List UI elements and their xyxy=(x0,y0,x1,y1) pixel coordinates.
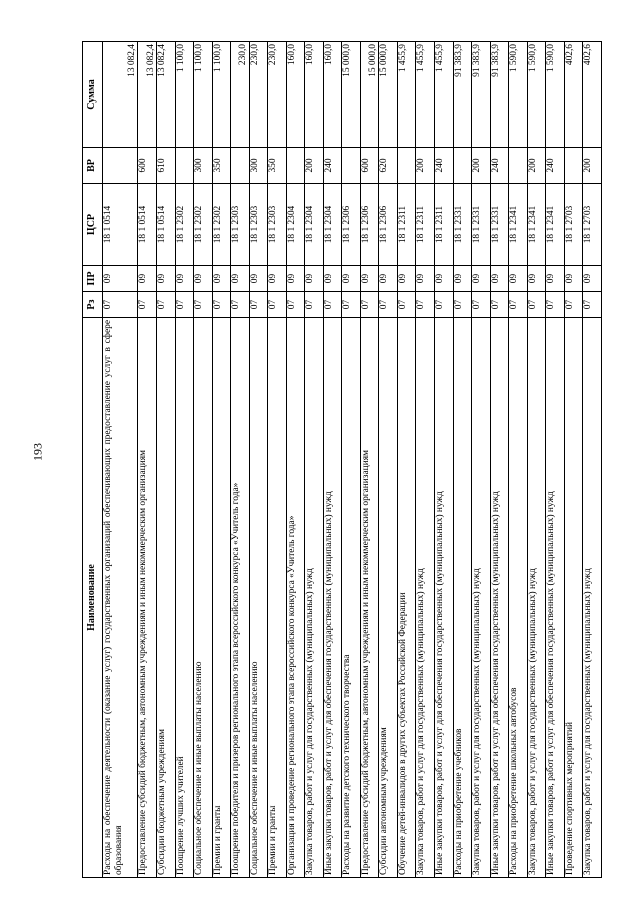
row-rz: 07 xyxy=(103,292,138,318)
row-csr: 18 1 2302 xyxy=(175,184,194,266)
table-body xyxy=(103,42,602,878)
row-pr: 09 xyxy=(434,266,453,292)
row-name: Закупка товаров, работ и услуг для государственных (муниципальных) нужд xyxy=(527,318,546,878)
row-rz: 07 xyxy=(249,292,268,318)
row-sum: 15 000,0 xyxy=(342,42,361,148)
row-vr: 350 xyxy=(212,148,231,184)
table-row xyxy=(103,42,138,878)
row-pr: 09 xyxy=(546,266,565,292)
row-vr: 350 xyxy=(268,148,287,184)
row-vr xyxy=(453,148,472,184)
row-rz: 07 xyxy=(157,292,176,318)
row-csr: 18 1 2703 xyxy=(583,184,602,266)
row-pr: 09 xyxy=(286,266,305,292)
table-row xyxy=(546,42,565,878)
row-rz: 07 xyxy=(583,292,602,318)
row-pr: 09 xyxy=(249,266,268,292)
row-vr: 200 xyxy=(527,148,546,184)
table-row xyxy=(286,42,305,878)
row-pr: 09 xyxy=(416,266,435,292)
row-name: Поощрение лучших учителей xyxy=(175,318,194,878)
header-csr: ЦСР xyxy=(83,184,103,266)
row-name: Организация и проведение регионального этапа всероссийского конкурса «Учитель года» xyxy=(286,318,305,878)
row-rz: 07 xyxy=(472,292,491,318)
row-sum: 230,0 xyxy=(231,42,250,148)
row-rz: 07 xyxy=(138,292,157,318)
table-row xyxy=(212,42,231,878)
row-pr: 09 xyxy=(194,266,213,292)
row-rz: 07 xyxy=(453,292,472,318)
row-csr: 18 1 2311 xyxy=(397,184,416,266)
row-vr xyxy=(397,148,416,184)
row-rz: 07 xyxy=(212,292,231,318)
row-rz: 07 xyxy=(564,292,583,318)
row-sum: 1 100,0 xyxy=(194,42,213,148)
row-rz: 07 xyxy=(194,292,213,318)
table-row xyxy=(157,42,176,878)
budget-table xyxy=(82,41,602,878)
row-vr xyxy=(509,148,528,184)
row-pr: 09 xyxy=(138,266,157,292)
row-name: Расходы на обеспечение деятельности (оказание услуг) государственных организаций обеспечивающих предоставление услуг в сфере образования xyxy=(103,318,138,878)
row-csr: 18 1 2703 xyxy=(564,184,583,266)
row-csr: 18 1 2303 xyxy=(268,184,287,266)
row-name: Иные закупки товаров, работ и услуг для обеспечения государственных (муниципальных) нужд xyxy=(434,318,453,878)
table-row xyxy=(472,42,491,878)
row-vr xyxy=(103,148,138,184)
row-csr: 18 1 2331 xyxy=(472,184,491,266)
row-sum: 13 082,4 xyxy=(103,42,138,148)
row-sum: 402,6 xyxy=(564,42,583,148)
row-sum: 160,0 xyxy=(305,42,324,148)
row-name: Закупка товаров, работ и услуг для государственных (муниципальных) нужд xyxy=(583,318,602,878)
row-pr: 09 xyxy=(103,266,138,292)
row-csr: 18 1 2341 xyxy=(546,184,565,266)
row-pr: 09 xyxy=(583,266,602,292)
row-name: Закупка товаров, работ и услуг для государственных (муниципальных) нужд xyxy=(305,318,324,878)
page-number: 193 xyxy=(30,443,45,461)
row-rz: 07 xyxy=(416,292,435,318)
row-vr xyxy=(342,148,361,184)
row-name: Иные закупки товаров, работ и услуг для обеспечения государственных (муниципальных) нужд xyxy=(490,318,509,878)
table-row xyxy=(453,42,472,878)
row-sum: 13 082,4 xyxy=(138,42,157,148)
table-header-row xyxy=(83,42,103,878)
row-csr: 18 1 2311 xyxy=(434,184,453,266)
row-csr: 18 1 2304 xyxy=(305,184,324,266)
row-vr: 240 xyxy=(323,148,342,184)
table-row xyxy=(249,42,268,878)
row-sum: 15 000,0 xyxy=(360,42,379,148)
row-sum: 1 455,9 xyxy=(416,42,435,148)
row-vr: 300 xyxy=(249,148,268,184)
row-pr: 09 xyxy=(175,266,194,292)
row-pr: 09 xyxy=(472,266,491,292)
row-csr: 18 1 2331 xyxy=(453,184,472,266)
table-row xyxy=(342,42,361,878)
table-row xyxy=(231,42,250,878)
row-pr: 09 xyxy=(397,266,416,292)
row-rz: 07 xyxy=(397,292,416,318)
row-vr xyxy=(564,148,583,184)
row-rz: 07 xyxy=(231,292,250,318)
row-csr: 18 1 2306 xyxy=(379,184,398,266)
table-row xyxy=(564,42,583,878)
row-csr: 18 1 0514 xyxy=(138,184,157,266)
row-name: Иные закупки товаров, работ и услуг для обеспечения государственных (муниципальных) нужд xyxy=(323,318,342,878)
row-vr: 300 xyxy=(194,148,213,184)
row-vr: 600 xyxy=(360,148,379,184)
row-name: Расходы на приобретение учебников xyxy=(453,318,472,878)
row-name: Расходы на приобретение школьных автобусов xyxy=(509,318,528,878)
row-sum: 1 455,9 xyxy=(434,42,453,148)
row-name: Премии и гранты xyxy=(268,318,287,878)
row-pr: 09 xyxy=(342,266,361,292)
row-sum: 91 383,9 xyxy=(490,42,509,148)
row-vr: 200 xyxy=(583,148,602,184)
row-vr: 610 xyxy=(157,148,176,184)
row-rz: 07 xyxy=(323,292,342,318)
row-sum: 1 590,0 xyxy=(546,42,565,148)
row-vr xyxy=(286,148,305,184)
row-name: Субсидии автономным учреждениям xyxy=(379,318,398,878)
row-pr: 09 xyxy=(268,266,287,292)
row-csr: 18 1 2306 xyxy=(360,184,379,266)
row-vr: 240 xyxy=(434,148,453,184)
table-row xyxy=(360,42,379,878)
table-row xyxy=(527,42,546,878)
row-sum: 91 383,9 xyxy=(472,42,491,148)
row-rz: 07 xyxy=(434,292,453,318)
row-pr: 09 xyxy=(305,266,324,292)
row-csr: 18 1 0514 xyxy=(157,184,176,266)
row-vr: 200 xyxy=(472,148,491,184)
row-rz: 07 xyxy=(490,292,509,318)
row-csr: 18 1 2302 xyxy=(212,184,231,266)
header-vr: ВР xyxy=(83,148,103,184)
header-sum: Сумма xyxy=(83,42,103,148)
row-vr: 620 xyxy=(379,148,398,184)
row-sum: 402,6 xyxy=(583,42,602,148)
row-pr: 09 xyxy=(509,266,528,292)
table-row xyxy=(583,42,602,878)
row-csr: 18 1 2302 xyxy=(194,184,213,266)
table-row xyxy=(323,42,342,878)
table-row xyxy=(434,42,453,878)
row-rz: 07 xyxy=(509,292,528,318)
row-pr: 09 xyxy=(360,266,379,292)
row-sum: 230,0 xyxy=(268,42,287,148)
row-sum: 1 100,0 xyxy=(212,42,231,148)
row-csr: 18 1 2331 xyxy=(490,184,509,266)
row-name: Премии и гранты xyxy=(212,318,231,878)
row-rz: 07 xyxy=(360,292,379,318)
row-csr: 18 1 2311 xyxy=(416,184,435,266)
row-name: Поощрение победителя и призеров регионального этапа всероссийского конкурса «Учитель года» xyxy=(231,318,250,878)
row-vr xyxy=(175,148,194,184)
row-sum: 1 590,0 xyxy=(527,42,546,148)
row-vr: 600 xyxy=(138,148,157,184)
row-csr: 18 1 0514 xyxy=(103,184,138,266)
row-rz: 07 xyxy=(379,292,398,318)
row-name: Предоставление субсидий бюджетным, автономным учреждениям и иным некоммерческим организациям xyxy=(138,318,157,878)
table-row xyxy=(490,42,509,878)
row-sum: 160,0 xyxy=(286,42,305,148)
table-row xyxy=(397,42,416,878)
row-rz: 07 xyxy=(342,292,361,318)
row-pr: 09 xyxy=(157,266,176,292)
table-row xyxy=(138,42,157,878)
row-name: Социальное обеспечение и иные выплаты населению xyxy=(194,318,213,878)
row-vr: 200 xyxy=(416,148,435,184)
row-name: Иные закупки товаров, работ и услуг для обеспечения государственных (муниципальных) нужд xyxy=(546,318,565,878)
header-pr: ПР xyxy=(83,266,103,292)
row-vr: 240 xyxy=(490,148,509,184)
budget-table-container xyxy=(82,42,602,878)
row-sum: 15 000,0 xyxy=(379,42,398,148)
row-rz: 07 xyxy=(175,292,194,318)
row-sum: 1 455,9 xyxy=(397,42,416,148)
row-pr: 09 xyxy=(527,266,546,292)
row-csr: 18 1 2341 xyxy=(527,184,546,266)
table-row xyxy=(194,42,213,878)
row-csr: 18 1 2303 xyxy=(249,184,268,266)
row-pr: 09 xyxy=(379,266,398,292)
row-vr: 200 xyxy=(305,148,324,184)
row-csr: 18 1 2341 xyxy=(509,184,528,266)
row-rz: 07 xyxy=(286,292,305,318)
row-pr: 09 xyxy=(490,266,509,292)
row-name: Расходы на развитие детского технического творчества xyxy=(342,318,361,878)
row-rz: 07 xyxy=(546,292,565,318)
row-pr: 09 xyxy=(231,266,250,292)
table-row xyxy=(305,42,324,878)
row-name: Субсидии бюджетным учреждениям xyxy=(157,318,176,878)
row-sum: 13 082,4 xyxy=(157,42,176,148)
header-name: Наименование xyxy=(83,318,103,878)
row-csr: 18 1 2304 xyxy=(323,184,342,266)
row-name: Социальное обеспечение и иные выплаты населению xyxy=(249,318,268,878)
row-rz: 07 xyxy=(268,292,287,318)
row-sum: 230,0 xyxy=(249,42,268,148)
row-name: Закупка товаров, работ и услуг для государственных (муниципальных) нужд xyxy=(472,318,491,878)
row-vr xyxy=(231,148,250,184)
row-name: Предоставление субсидий бюджетным, автономным учреждениям и иным некоммерческим организациям xyxy=(360,318,379,878)
header-rz: Рз xyxy=(83,292,103,318)
row-pr: 09 xyxy=(453,266,472,292)
table-row xyxy=(416,42,435,878)
table-row xyxy=(509,42,528,878)
row-pr: 09 xyxy=(323,266,342,292)
row-rz: 07 xyxy=(527,292,546,318)
row-sum: 1 590,0 xyxy=(509,42,528,148)
table-row xyxy=(379,42,398,878)
row-pr: 09 xyxy=(564,266,583,292)
row-name: Обучение детей-инвалидов в других субъектах Российской Федерации xyxy=(397,318,416,878)
row-csr: 18 1 2303 xyxy=(231,184,250,266)
row-csr: 18 1 2304 xyxy=(286,184,305,266)
row-csr: 18 1 2306 xyxy=(342,184,361,266)
row-rz: 07 xyxy=(305,292,324,318)
row-sum: 160,0 xyxy=(323,42,342,148)
row-sum: 91 383,9 xyxy=(453,42,472,148)
row-name: Закупка товаров, работ и услуг для государственных (муниципальных) нужд xyxy=(416,318,435,878)
row-name: Проведение спортивных мероприятий xyxy=(564,318,583,878)
table-row xyxy=(268,42,287,878)
row-vr: 240 xyxy=(546,148,565,184)
row-sum: 1 100,0 xyxy=(175,42,194,148)
table-row xyxy=(175,42,194,878)
row-pr: 09 xyxy=(212,266,231,292)
